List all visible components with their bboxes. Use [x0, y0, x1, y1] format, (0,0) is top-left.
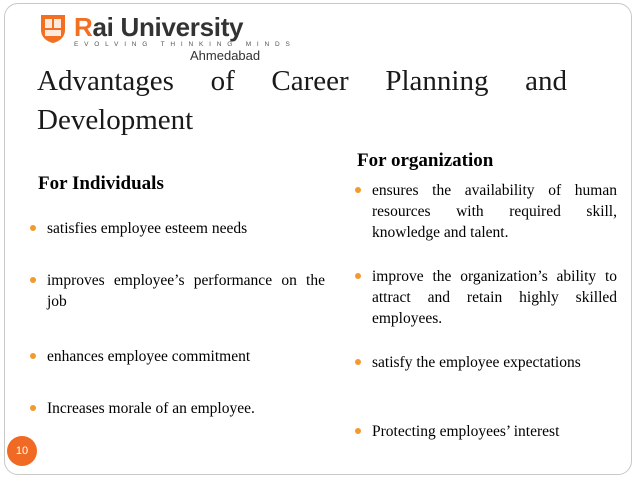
list-item: satisfies employee esteem needs: [30, 218, 325, 239]
list-item: improve the organization’s ability to attract and retain highly skilled employees.: [355, 266, 617, 329]
logo-name-rest: ai University: [92, 12, 244, 42]
list-item: satisfy the employee expectations: [355, 352, 617, 373]
bullet-icon: [355, 359, 361, 365]
logo-city: Ahmedabad: [190, 48, 261, 63]
list-item: enhances employee commitment: [30, 346, 325, 367]
bullet-icon: [355, 273, 361, 279]
list-item: improves employee’s performance on the job: [30, 270, 325, 312]
bullet-icon: [355, 428, 361, 434]
list-item: ensures the availability of human resources with required skill, knowledge and talent.: [355, 180, 617, 243]
bullet-icon: [30, 405, 36, 411]
university-logo: [40, 10, 296, 63]
bullet-icon: [30, 277, 36, 283]
slide-title: [37, 62, 567, 140]
list-item: Protecting employees’ interest: [355, 421, 617, 442]
organization-heading: For organization: [357, 150, 494, 171]
slide-title-line2: Development: [37, 104, 194, 136]
logo-initial: R: [74, 12, 93, 42]
list-item: Increases morale of an employee.: [30, 398, 325, 419]
bullet-icon: [355, 187, 361, 193]
individuals-heading: For Individuals: [38, 173, 164, 194]
slide-title-line1: Advantages of Career Planning and: [37, 65, 567, 97]
bullet-icon: [30, 225, 36, 231]
page-number-badge: 10: [7, 436, 37, 466]
logo-name: [74, 12, 243, 43]
logo-tagline: EVOLVING THINKING MINDS: [74, 41, 296, 48]
university-shield-icon: [40, 14, 66, 44]
bullet-icon: [30, 353, 36, 359]
